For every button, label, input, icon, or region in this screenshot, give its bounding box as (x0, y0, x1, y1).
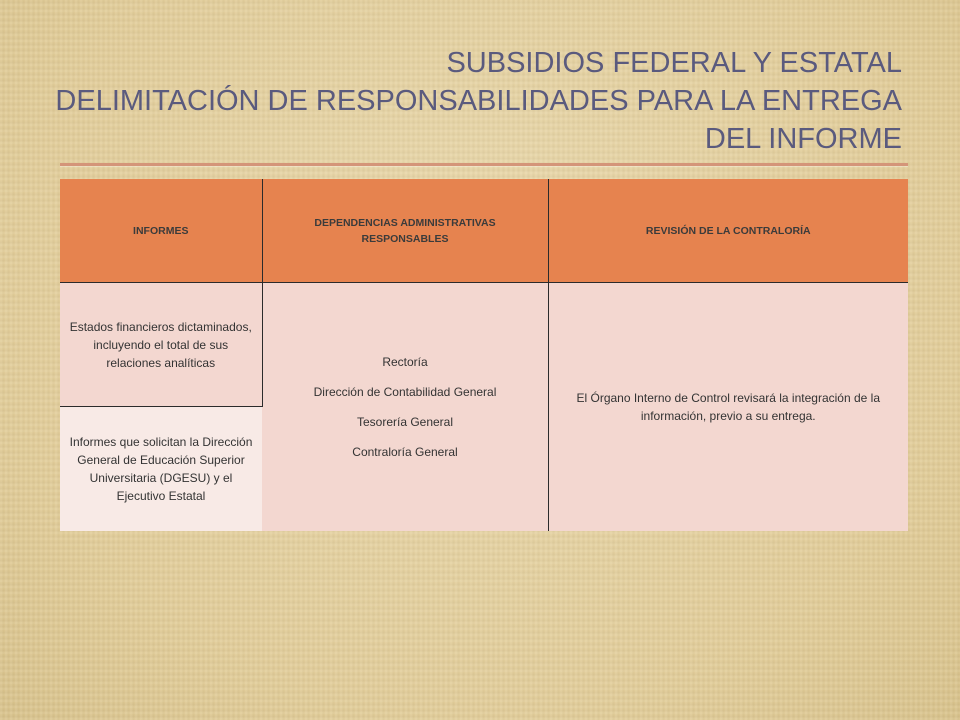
revision-cell: El Órgano Interno de Control revisará la integración de la información, previo a su entrega. (548, 283, 908, 532)
title-line-2: DELIMITACIÓN DE RESPONSABILIDADES PARA LA ENTREGA (55, 85, 902, 117)
title-divider (60, 163, 908, 166)
title-line-1: SUBSIDIOS FEDERAL Y ESTATAL (446, 47, 902, 79)
dependencia-item: Dirección de Contabilidad General (313, 385, 497, 399)
informe-cell: Informes que solicitan la Dirección General de Educación Superior Universitaria (DGESU) y el Ejecutivo Estatal (60, 407, 262, 532)
dependencias-cell (262, 283, 548, 532)
title-line-3: DEL INFORME (704, 123, 902, 155)
table-header-row (60, 179, 908, 283)
informe-cell: Estados financieros dictaminados, incluyendo el total de sus relaciones analíticas (60, 283, 262, 407)
header-informes: INFORMES (60, 179, 262, 283)
responsibilities-table (60, 179, 908, 531)
slide-title (42, 44, 902, 158)
header-revision: REVISIÓN DE LA CONTRALORÍA (548, 179, 908, 283)
table-row (60, 283, 908, 407)
dependencia-item: Rectoría (382, 355, 428, 369)
header-dependencias: DEPENDENCIAS ADMINISTRATIVAS RESPONSABLES (262, 179, 548, 283)
dependencia-item: Contraloría General (352, 445, 458, 459)
dependencia-item: Tesorería General (356, 415, 454, 429)
